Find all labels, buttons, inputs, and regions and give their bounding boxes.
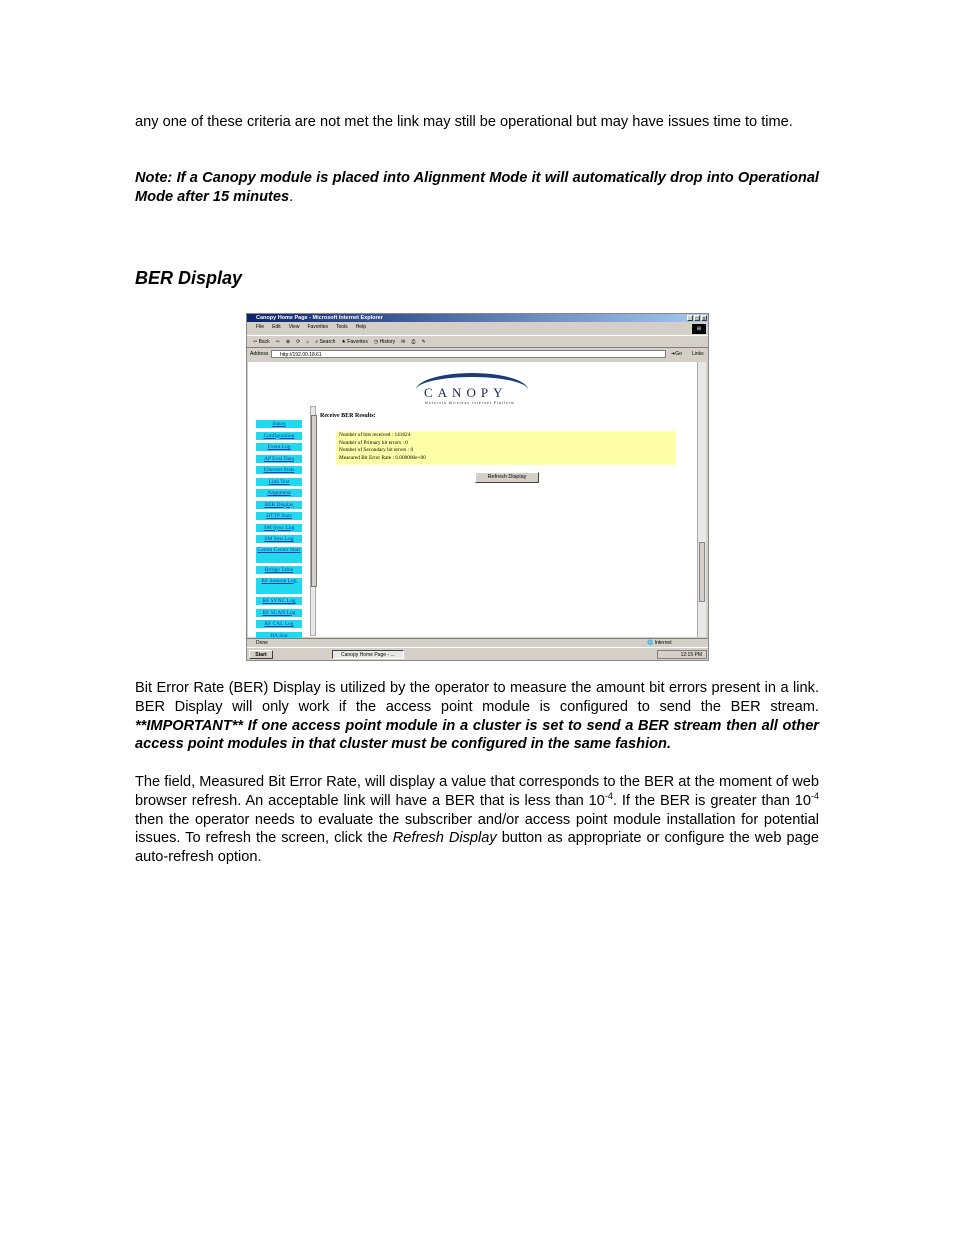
nav-item-ethernet-stats: Ethernet Stats (256, 466, 302, 474)
window-controls (687, 315, 707, 321)
nav-item-bridge-table: Bridge Table (256, 566, 302, 574)
home-icon: ⌂ (306, 339, 310, 345)
measured-bit-error-rate: Measured Bit Error Rate : 0.000000e+00 (339, 454, 426, 461)
intro-paragraph: any one of these criteria are not met the link may still be operational but may have issues time to time. (135, 114, 793, 130)
note-text: Note: If a Canopy module is placed into Alignment Mode it will automatically drop into Operational Mode after 15 minutes (135, 170, 819, 205)
forward-icon: ⇨ (275, 339, 280, 345)
canopy-logo: CANOPY (424, 385, 508, 400)
section-heading: BER Display (135, 268, 243, 288)
ber-results-title: Receive BER Results: (320, 413, 376, 419)
important-note: **IMPORTANT** If one access point module in a cluster is set to send a BER stream then all other access point modules in that cluster must be configured in the same fashion. (135, 717, 819, 753)
nav-scrollbar (310, 406, 316, 636)
window-title: Canopy Home Page - Microsoft Internet Explorer (247, 314, 708, 322)
nav-item-ber-display: BER Display (256, 501, 302, 509)
threshold-text-b: . If the BER is greater than 10 (612, 792, 811, 809)
primary-bit-errors: Number of Primary bit errors : 0 (339, 439, 408, 446)
nav-item-ha-stat: HA Stat (256, 632, 302, 640)
threshold-text-c: then the operator needs to evaluate the subscriber and/or access point module installation for potential issues. To refresh the screen, click the (135, 811, 819, 847)
nav-item-comm-center-stats: Comm Center Stats (256, 547, 302, 563)
exponent-1: -4 (604, 790, 613, 801)
nav-item-link-test: Link Test (256, 478, 302, 486)
ber-description-text: Bit Error Rate (BER) Display is utilized by the operator to measure the amount bit errors present in a link. BER Display will only work if the access point module is configured to send the BER stream. (135, 680, 819, 715)
search-button: ⌕ Search (315, 339, 336, 345)
note-period: . (289, 188, 294, 205)
browser-screenshot (246, 313, 709, 661)
edit-icon: ✎ (421, 339, 426, 345)
menu-tools: Tools (336, 324, 348, 330)
threshold-text-d: button as appropriate or configure the web page auto-refresh option. (135, 830, 819, 866)
ber-description-paragraph (135, 679, 819, 754)
nav-item-sm-sess-log: SM Sess Log (256, 535, 302, 543)
nav-item-ap-eval-data: AP Eval Data (256, 455, 302, 463)
browser-toolbar (247, 335, 708, 348)
menu-edit: Edit (272, 324, 281, 330)
menu-view: View (288, 324, 300, 330)
nav-item-rf-sync-log: RF SYNC Log (256, 597, 302, 605)
nav-item-rf-cal-log: RF CAL Log (256, 620, 302, 628)
nav-item-status: Status (256, 420, 302, 428)
nav-item-rf-scan-log: RF SCAN Log (256, 609, 302, 617)
status-done: Done (256, 640, 268, 646)
links-label: Links (692, 351, 704, 357)
exponent-2: -4 (810, 790, 819, 801)
note-paragraph (135, 169, 819, 207)
refresh-display-button: Refresh Display (475, 472, 539, 483)
page-viewport (248, 362, 706, 637)
menu-bar (247, 323, 708, 332)
go-button: ➜Go (671, 351, 682, 357)
nav-item-event-log: Event Log (256, 443, 302, 451)
ber-threshold-paragraph (135, 773, 819, 867)
nav-item-configuration: Configuration (256, 432, 302, 440)
menu-help: Help (355, 324, 366, 330)
refresh-icon: ⟳ (296, 339, 301, 345)
refresh-display-reference: Refresh Display (392, 830, 497, 847)
ber-results-box (336, 431, 676, 465)
address-bar (247, 349, 708, 360)
status-bar (247, 638, 708, 647)
stop-icon: ⊗ (285, 339, 291, 345)
status-zone: 🌐 Internet (647, 640, 672, 646)
nav-item-sm-sync-log: SM Sync Log (256, 524, 302, 532)
page-scrollbar (697, 362, 706, 637)
taskbar-item-ie: Canopy Home Page - ... (332, 650, 404, 659)
nav-menu (256, 420, 302, 643)
bits-received: Number of bits received : 141824 (339, 432, 411, 438)
menu-favorites: Favorites (307, 324, 328, 330)
history-button: ◷ History (373, 339, 396, 345)
close-icon: x (702, 316, 706, 322)
start-button: Start (249, 650, 273, 659)
favorites-button: ★ Favorites (341, 339, 368, 345)
address-input: http://192.00.18.61 (271, 350, 666, 358)
minimize-icon: _ (688, 316, 692, 322)
nav-item-rf-session-log: RF Session Log (256, 578, 302, 594)
maximize-icon: □ (695, 316, 699, 322)
back-button: ⇦ Back (253, 339, 270, 345)
taskbar-clock: 12:15 PM (657, 650, 707, 659)
threshold-text-a: The field, Measured Bit Error Rate, will display a value that corresponds to the BER at the moment of web browser refresh. An acceptable link will have a BER that is less than 10 (135, 774, 819, 809)
nav-item-alignment: Alignment (256, 489, 302, 497)
print-icon: ⎙ (411, 339, 416, 345)
nav-item-http-stats: HTTP Stats (256, 512, 302, 520)
menu-file: File (256, 324, 265, 330)
mail-icon: ✉ (401, 339, 406, 345)
windows-logo-icon: ⊞ (692, 324, 706, 334)
secondary-bit-errors: Number of Secondary bit errors : 0 (339, 447, 414, 454)
canopy-tagline: Motorola Wireless Internet Platform (425, 401, 515, 405)
taskbar (247, 647, 708, 661)
address-label: Address (250, 351, 269, 357)
